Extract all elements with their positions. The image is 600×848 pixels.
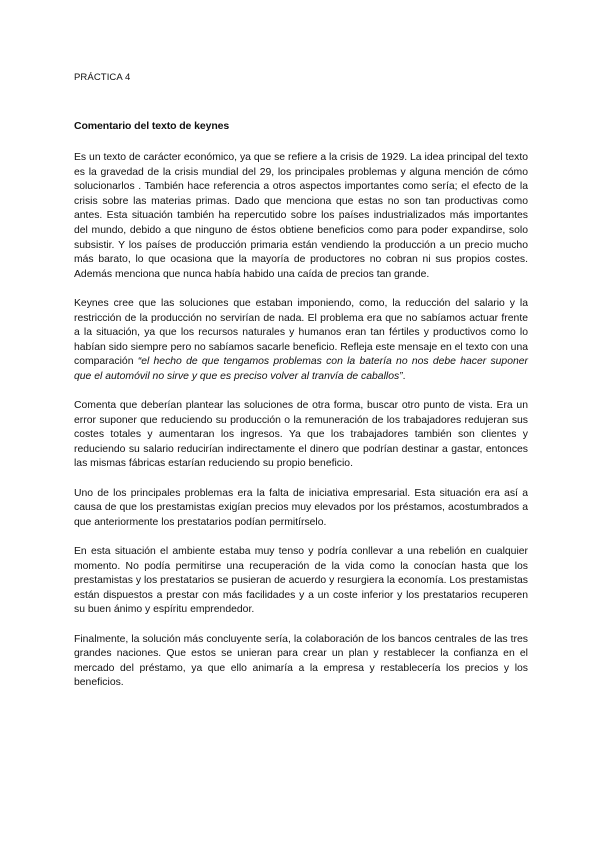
- paragraph-5: En esta situación el ambiente estaba muy tenso y podría conllevar a una rebelión en cualquier momento. No podía permitirse una recuperación de la vida como la conocían hasta que los prestamistas y los prestatarios se pusieran de acuerdo y resurgiera la economía. Los prestamistas están dispuestos a prestar con más facilidades y a un coste inferior y los prestatarios recuperen su buen ánimo y espíritu emprendedor.: [74, 546, 528, 616]
- paragraph-1: Es un texto de carácter económico, ya que se refiere a la crisis de 1929. La idea principal del texto es la gravedad de la crisis mundial del 29, los principales problemas y alguna mención de cómo solucionarlos . También hace referencia a otros aspectos importantes como sería; el efecto de la crisis sobre las materias primas. Dado que menciona que estas no son tan productivas como antes. Esta situación también ha repercutido sobre los países industrializados más importantes del mundo, debido a que ninguno de éstos obtiene beneficios como para poder expandirse, solo subsistir. Y los países de producción primaria están vendiendo la producción a un precio mucho más barato, lo que ocasiona que la mayoría de productores no cobran ni sus propios costes. Además menciona que nunca había habido una caída de precios tan grande.: [74, 152, 528, 280]
- paragraph-2-text: Keynes cree que las soluciones que estaban imponiendo, como, la reducción del salario y la restricción de la producción no servirían de nada. El problema era que no sabíamos actuar frente a la situación, ya que los recursos naturales y humanos eran tan fértiles y productivos como lo habían sido siempre pero no sabíamos sacarle beneficio. Refleja este mensaje en el texto con una comparación: [74, 297, 528, 368]
- paragraph-2: [74, 297, 528, 385]
- paragraph-6: Finalmente, la solución más concluyente sería, la colaboración de los bancos centrales de las tres grandes naciones. Que estos se unieran para crear un plan y restablecer la confianza en el mercado del préstamo, ya que ello animaría a la empresa y restablecería los precios y los beneficios.: [74, 633, 528, 689]
- document-title: Comentario del texto de keynes: [74, 120, 230, 132]
- paragraph-3: Comenta que deberían plantear las soluciones de otra forma, buscar otro punto de vista. Era un error suponer que reduciendo su producción o la remuneración de los trabajadores redujeran sus costes totales y aumentaran los ingresos. Ya que los trabajadores también son clientes y reduciendo su salario reducirían indirectamente el dinero que podrían destinar a gastar, entonces las mismas fábricas estarían reduciendo su propio beneficio.: [74, 400, 528, 470]
- document-body: [74, 151, 528, 691]
- practice-label: PRÁCTICA 4: [74, 72, 131, 83]
- keynes-quote: “el hecho de que tengamos problemas con la batería no nos debe hacer suponer que el automóvil no sirve y que es preciso volver al tranvía de caballos”: [74, 356, 528, 382]
- paragraph-4: Uno de los principales problemas era la falta de iniciativa empresarial. Esta situación era así a causa de que los prestamistas exigían precios muy elevados por los préstamos, acostumbrados a que anteriormente los prestatarios podían permitírselo.: [74, 487, 528, 528]
- paragraph-2-end: .: [402, 370, 406, 382]
